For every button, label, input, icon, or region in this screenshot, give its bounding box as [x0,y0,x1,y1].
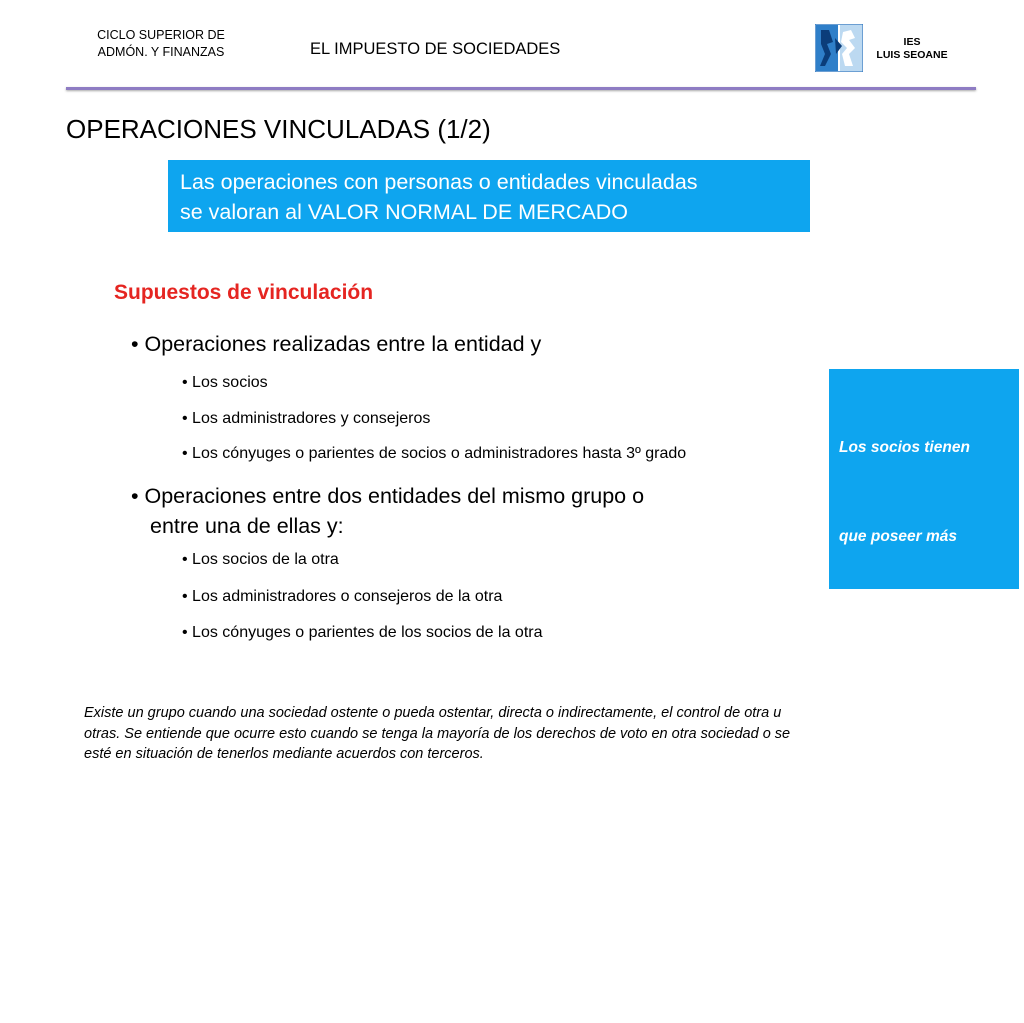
group-2-item-3: • Los cónyuges o parientes de los socios de la otra [182,624,543,641]
group-definition-footnote [84,703,924,765]
subject-title: EL IMPUESTO DE SOCIEDADES [310,40,561,58]
note-line: que poseer más [839,527,958,545]
course-line-1: CICLO SUPERIOR DE [97,28,225,42]
section-heading: Supuestos de vinculación [114,281,374,304]
group-1-item-2: • Los administradores y consejeros [182,410,431,427]
slide-title: OPERACIONES VINCULADAS (1/2) [66,114,491,144]
note-line: del 5% del capital [839,616,969,633]
note-line: cotiza en Bolsa [839,970,952,987]
course-line-2: ADMÓN. Y FINANZAS [97,45,225,59]
school-line-1: IES [903,36,921,48]
group-1-item-3: • Los cónyuges o parientes de socios o administradores hasta 3º grado [182,445,687,462]
group-2-item-2: • Los administradores o consejeros de la otra [182,588,503,605]
footnote-line-2: otras. Se entiende que ocurre esto cuando se tenga la mayoría de los derechos de voto en otra sociedad o se [84,725,791,742]
school-logo-icon [815,24,863,72]
shareholding-note-box [829,369,1019,987]
note-line: Los socios tienen [839,439,970,456]
footnote-line-1: Existe un grupo cuando una sociedad ostente o pueda ostentar, directa o indirectamente, el control de otra u [84,705,782,721]
header-divider [66,87,976,90]
highlight-line-1: Las operaciones con personas o entidades vinculadas [180,170,698,194]
group-1-item-1: • Los socios [182,374,268,391]
group-2-title: • Operaciones entre dos entidades del mismo grupo o [131,484,645,508]
highlight-line-2: se valoran al VALOR NORMAL DE MERCADO [180,200,629,224]
group-2-title-cont: entre una de ellas y: [150,514,344,538]
footnote-line-3: esté en situación de tenerlos mediante acuerdos con terceros. [84,746,484,762]
group-2-item-1: • Los socios de la otra [182,551,339,568]
note-line: o más del 1% si [839,881,955,899]
valuation-highlight-box [168,160,810,232]
school-name [864,36,960,62]
group-1-title: • Operaciones realizadas entre la entidad y [131,332,542,356]
course-name [76,27,246,61]
note-line: si la sociedad [839,704,941,722]
note-line: no cotiza en Bolsa [839,793,976,810]
school-line-2: LUIS SEOANE [876,49,948,61]
